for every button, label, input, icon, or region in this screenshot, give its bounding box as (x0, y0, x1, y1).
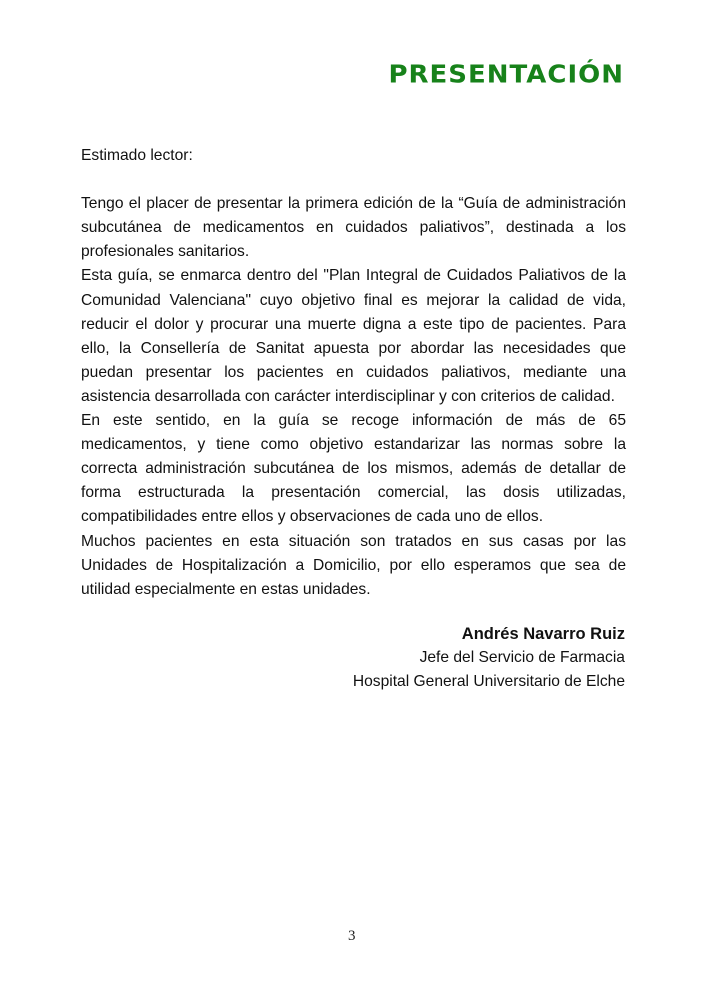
page-number: 3 (348, 928, 356, 944)
paragraph (81, 409, 626, 529)
paragraph (81, 192, 626, 264)
signature-institution: Hospital General Universitario de Elche (352, 673, 625, 690)
salutation: Estimado lector: (81, 147, 193, 164)
letter-body (81, 144, 626, 602)
text-line: En este sentido, en la guía se recoge información de más de 65 (81, 412, 626, 430)
spacer (81, 168, 626, 192)
text-line: ello, la Consellería de Sanitat apuesta por abordar las necesidades que (81, 339, 626, 357)
paragraph (81, 264, 626, 409)
text-line: correcta administración subcutánea de los mismos, además de detallar de (81, 460, 626, 478)
text-line: Unidades de Hospitalización a Domicilio, por ello esperamos que sea de (81, 556, 626, 574)
text-line: Esta guía, se enmarca dentro del "Plan Integral de Cuidados Paliativos de la (81, 267, 626, 285)
text-line: Comunidad Valenciana" cuyo objetivo final es mejorar la calidad de vida, (81, 291, 626, 309)
text-line: medicamentos, y tiene como objetivo estandarizar las normas sobre la (81, 436, 626, 454)
text-line: asistencia desarrollada con carácter interdisciplinar y con criterios de calidad. (81, 387, 615, 405)
text-line: subcutánea de medicamentos en cuidados paliativos”, destinada a los (81, 219, 626, 237)
text-line: profesionales sanitarios. (81, 243, 250, 261)
text-line: Tengo el placer de presentar la primera edición de la “Guía de administración (81, 195, 626, 213)
page-title: PRESENTACIÓN (388, 60, 624, 90)
text-line: utilidad especialmente en estas unidades. (81, 580, 371, 598)
signature-name: Andrés Navarro Ruiz (461, 625, 625, 643)
text-line: compatibilidades entre ellos y observaciones de cada uno de ellos. (81, 508, 544, 526)
paragraph (81, 530, 626, 602)
text-line: puedan presentar los pacientes en cuidados paliativos, mediante una (81, 363, 626, 381)
text-line: forma estructurada la presentación comercial, las dosis utilizadas, (81, 484, 626, 502)
signature-block (353, 622, 625, 694)
text-line: Muchos pacientes en esta situación son tratados en sus casas por las (81, 532, 626, 550)
paragraphs (81, 192, 626, 602)
signature-role: Jefe del Servicio de Farmacia (419, 649, 625, 666)
text-line: reducir el dolor y procurar una muerte digna a este tipo de pacientes. Para (81, 315, 626, 333)
